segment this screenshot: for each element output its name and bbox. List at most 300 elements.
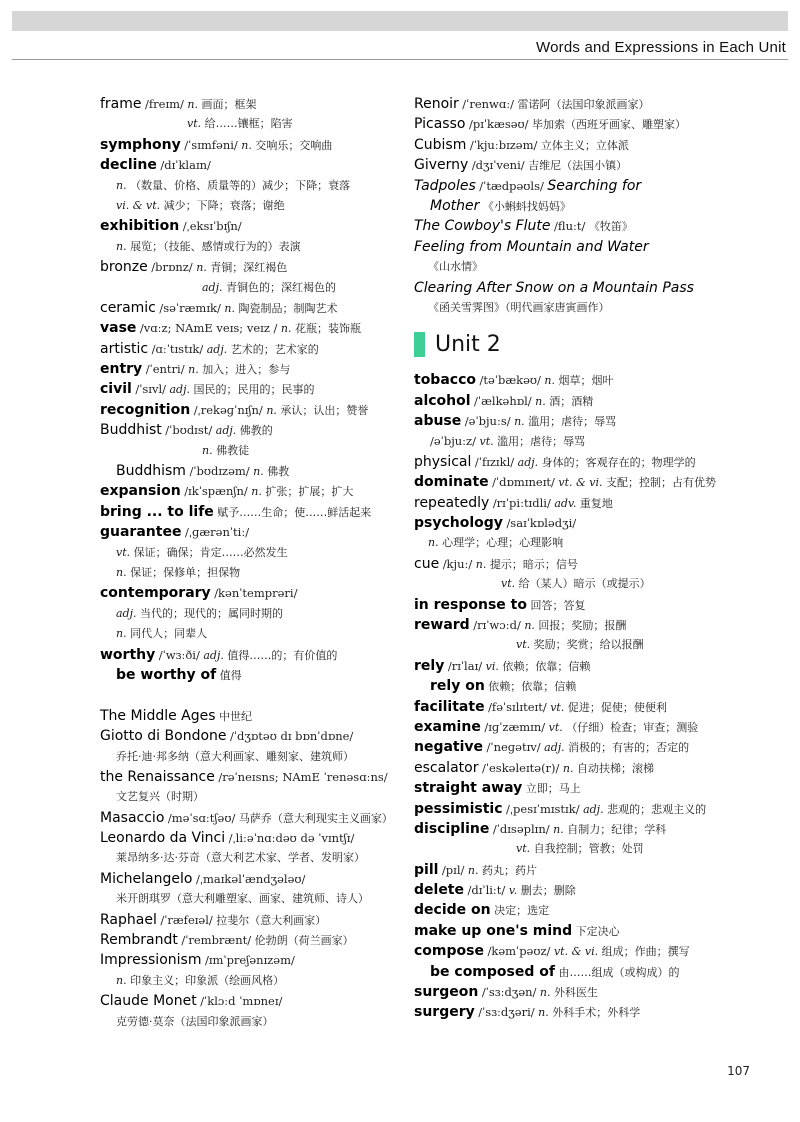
chinese-meaning: 自动扶梯；滚梯	[577, 761, 655, 775]
headword: escalator	[414, 759, 479, 776]
phonetic: /rɪˈpiːtɪdli/	[492, 495, 551, 510]
part-of-speech: adj.	[169, 383, 191, 397]
headword: surgery	[414, 1004, 475, 1021]
vocab-entry	[100, 379, 400, 399]
headword: Buddhist	[100, 422, 162, 439]
chinese-meaning: 米开朗琪罗（意大利雕塑家、画家、建筑师、诗人）	[116, 892, 369, 906]
phonetic: /ˈsɪmfəni/	[184, 137, 238, 152]
phonetic: /kəmˈpəʊz/	[487, 944, 551, 959]
unit-heading-text: Unit 2	[435, 331, 501, 357]
part-of-speech: n.	[538, 1006, 549, 1020]
phonetic: /kjuː/	[442, 556, 473, 571]
part-of-speech: v.	[508, 884, 518, 898]
headword: Raphael	[100, 911, 157, 928]
vocab-entry	[100, 481, 400, 501]
vocab-entry	[414, 962, 744, 982]
headword: negative	[414, 739, 484, 756]
vocab-entry	[414, 391, 744, 411]
headword: pessimistic	[414, 800, 503, 817]
part-of-speech: adj.	[116, 606, 137, 620]
chinese-meaning: 当代的；现代的；属同时期的	[140, 606, 284, 620]
headword: surgeon	[414, 984, 479, 1001]
chinese-meaning: 由……组成（或构成）的	[558, 965, 680, 979]
headword: Mother	[430, 197, 480, 214]
headword: rely on	[430, 678, 485, 695]
chinese-meaning: 回答；答复	[530, 598, 586, 612]
headword: worthy	[100, 646, 156, 663]
part-of-speech: n.	[202, 443, 213, 457]
vocab-entry	[100, 950, 400, 970]
part-of-speech: vt. & vi.	[558, 476, 603, 490]
headword: Buddhism	[116, 463, 186, 480]
vocab-entry	[100, 461, 400, 481]
headword: Clearing After Snow on a Mountain Pass	[414, 279, 694, 296]
headword: reward	[414, 616, 470, 633]
phonetic: /ˈrenwɑː/	[462, 97, 514, 111]
headword: frame	[100, 96, 142, 112]
part-of-speech: n.	[116, 239, 127, 253]
part-of-speech: n.	[251, 485, 262, 499]
entry-sense	[100, 604, 400, 624]
chinese-meaning: 佛教	[267, 465, 290, 479]
vocab-entry	[414, 819, 744, 839]
entry-sense	[414, 574, 744, 594]
headword: symphony	[100, 136, 181, 153]
chinese-meaning: 减少；下降；衰落；谢绝	[163, 198, 285, 212]
headword: Rembrandt	[100, 932, 178, 949]
chinese-meaning: 滥用；虐待；辱骂	[528, 415, 617, 429]
entry-sense	[100, 971, 400, 991]
chinese-meaning: 拉斐尔（意大利画家）	[216, 913, 327, 927]
chinese-meaning: 药丸；药片	[481, 863, 537, 877]
chinese-meaning: 保证；保修单；担保物	[130, 565, 241, 579]
chinese-meaning: 下定决心	[575, 924, 620, 938]
part-of-speech: n.	[475, 557, 487, 571]
part-of-speech: n.	[116, 627, 127, 641]
headword: recognition	[100, 401, 191, 418]
part-of-speech: n.	[553, 822, 564, 836]
vocab-entry	[100, 808, 400, 828]
headword: Giverny	[414, 157, 469, 174]
chinese-meaning: 外科医生	[554, 986, 599, 1000]
headword: bronze	[100, 259, 148, 276]
unit-heading-marker	[414, 332, 425, 357]
chinese-meaning: 给（某人）暗示（或提示）	[518, 577, 651, 591]
headword: make up one's mind	[414, 922, 573, 939]
vocab-entry	[100, 522, 400, 542]
part-of-speech: vi. & vt.	[116, 198, 161, 212]
vocab-entry	[414, 615, 744, 635]
chinese-meaning: 画面；框架	[201, 98, 257, 111]
vocab-entry	[100, 502, 400, 522]
chinese-meaning: 《牧笛》	[588, 220, 633, 234]
phonetic: /ˈkjuːbɪzəm/	[469, 137, 538, 152]
headword: Leonardo da Vinci	[100, 830, 226, 847]
vocab-entry	[100, 216, 400, 236]
chinese-meaning: 吉维尼（法国小镇）	[528, 159, 628, 173]
header-band	[12, 11, 788, 31]
part-of-speech: n.	[280, 322, 292, 336]
spacer	[100, 685, 400, 705]
headword: in response to	[414, 596, 527, 613]
phonetic: /ˈfɪzɪkl/	[474, 454, 515, 469]
phonetic: /ˌpesɪˈmɪstɪk/	[506, 801, 580, 816]
vocab-entry	[100, 645, 400, 665]
headword: The Cowboy's Flute	[414, 218, 551, 235]
headword: pill	[414, 861, 439, 878]
chinese-meaning: 毕加索（西班牙画家、雕塑家）	[532, 118, 687, 132]
headword: Claude Monet	[100, 993, 197, 1010]
running-title: Words and Expressions in Each Unit	[536, 39, 786, 56]
headword: entry	[100, 361, 143, 378]
chinese-meaning: 提示；暗示；信号	[489, 557, 578, 571]
chinese-meaning: 回报；奖励；报酬	[538, 618, 627, 632]
vocab-entry	[100, 400, 400, 420]
phonetic: /ɪmˈpreʃənɪzəm/	[204, 953, 295, 968]
chinese-meaning: 加入；进入；参与	[202, 363, 291, 377]
part-of-speech: vt.	[187, 117, 202, 131]
entry-sense	[414, 839, 744, 859]
phonetic: /dɪˈklaɪn/	[160, 158, 211, 173]
entry-sense	[100, 114, 400, 134]
part-of-speech: vt.	[516, 842, 531, 856]
phonetic: /məˈsɑːtʃəʊ/	[167, 810, 236, 825]
chinese-meaning: 值得	[219, 668, 242, 682]
part-of-speech: n.	[187, 98, 199, 111]
chinese-meaning: 乔托·迪·邦多纳（意大利画家、雕刻家、建筑师）	[116, 749, 354, 763]
vocab-entry	[100, 420, 400, 440]
phonetic: /əˈbjuːs/	[464, 414, 511, 429]
phonetic: /ˈdɪsəplɪn/	[492, 821, 550, 836]
part-of-speech: adj.	[583, 802, 604, 816]
part-of-speech: n.	[224, 301, 235, 315]
part-of-speech: vt.	[516, 638, 531, 652]
phonetic: /ˈræfeɪəl/	[160, 912, 213, 927]
vocab-entry	[414, 921, 744, 941]
part-of-speech: n.	[535, 394, 546, 408]
headword: guarantee	[100, 524, 182, 541]
part-of-speech: adj.	[202, 280, 223, 294]
phonetic: /fəˈsɪlɪteɪt/	[488, 699, 547, 714]
vocab-entry	[414, 941, 744, 961]
vocab-entry	[414, 452, 744, 472]
vocab-entry	[100, 298, 400, 318]
right-column-top-entries	[414, 94, 744, 318]
chinese-meaning: 自我控制；管教；处罚	[533, 842, 644, 856]
headword: Giotto di Bondone	[100, 728, 227, 745]
vocab-entry	[414, 114, 744, 134]
phonetic: /ˈælkəhɒl/	[474, 393, 532, 408]
headword: straight away	[414, 780, 523, 797]
chinese-meaning: 立体主义；立体派	[540, 138, 629, 152]
phonetic: /ˈentri/	[145, 362, 185, 377]
headword: delete	[414, 882, 464, 899]
vocab-entry	[100, 583, 400, 603]
part-of-speech: n.	[116, 178, 127, 192]
phonetic: /ˈeskəleɪtə(r)/	[481, 760, 560, 775]
chinese-meaning: 重复地	[579, 496, 613, 510]
part-of-speech: adj.	[215, 424, 237, 438]
chinese-meaning: 《山水情》	[428, 260, 483, 274]
headword: civil	[100, 381, 132, 398]
chinese-meaning: 删去；删除	[520, 884, 576, 898]
vocab-entry	[414, 155, 744, 175]
headword: alcohol	[414, 392, 471, 409]
chinese-meaning: 保证；确保；肯定……必然发生	[133, 545, 288, 559]
vocab-entry	[414, 737, 744, 757]
headword: dominate	[414, 474, 489, 491]
part-of-speech: n.	[562, 761, 574, 775]
entry-sense	[414, 533, 744, 553]
chinese-meaning: 酒；酒精	[549, 394, 594, 408]
part-of-speech: n.	[241, 138, 252, 152]
headword: vase	[100, 320, 137, 337]
chinese-meaning: 莱昂纳多·达·芬奇（意大利艺术家、学者、发明家）	[116, 851, 365, 865]
chinese-meaning: 艺术的；艺术家的	[230, 342, 319, 356]
entry-sense	[100, 543, 400, 563]
entry-sense	[100, 624, 400, 644]
phonetic: /ɪkˈspænʃn/	[184, 484, 248, 499]
vocab-entry	[100, 135, 400, 155]
vocab-entry	[100, 339, 400, 359]
phonetic: /ˈneɡətɪv/	[486, 740, 541, 755]
vocab-entry	[414, 176, 744, 196]
entry-gloss	[100, 848, 400, 868]
headword: Masaccio	[100, 809, 165, 826]
entry-gloss	[100, 787, 400, 807]
headword: facilitate	[414, 698, 485, 715]
chinese-meaning: 依赖；依靠；信赖	[502, 659, 591, 673]
headword: decline	[100, 157, 157, 174]
part-of-speech: vi.	[485, 659, 499, 673]
part-of-speech: vt.	[548, 720, 563, 734]
chinese-meaning: 外科手术；外科学	[552, 1006, 641, 1020]
headword: bring ... to life	[100, 503, 214, 520]
vocab-entry	[414, 472, 744, 492]
chinese-meaning: 滥用；虐待；辱骂	[497, 435, 586, 449]
headword: Michelangelo	[100, 870, 193, 887]
vocab-entry	[414, 799, 744, 819]
headword: rely	[414, 657, 445, 674]
chinese-meaning: 展览；（技能、感情或行为的）表演	[130, 239, 301, 253]
phonetic: /ˈsɪvl/	[135, 382, 166, 397]
part-of-speech: n.	[116, 565, 127, 579]
part-of-speech: n.	[467, 863, 479, 877]
vocab-entry	[414, 900, 744, 920]
vocab-entry	[414, 278, 744, 298]
vocab-entry	[414, 1002, 744, 1022]
entry-gloss	[414, 257, 744, 277]
phonetic: /ˌmaɪkəlˈændʒələʊ/	[195, 871, 306, 886]
chinese-meaning: 陶瓷制品；制陶艺术	[238, 301, 338, 315]
part-of-speech: n.	[253, 465, 264, 479]
phonetic: /ˌliːəˈnɑːdəʊ də ˈvɪntʃɪ/	[228, 831, 355, 846]
part-of-speech: n.	[266, 403, 277, 417]
headword: be composed of	[430, 963, 555, 980]
part-of-speech: n.	[544, 374, 556, 388]
chinese-meaning: 《函关雪霁图》（明代画家唐寅画作）	[428, 300, 610, 314]
chinese-meaning: 交响乐；交响曲	[255, 138, 333, 152]
chinese-meaning: 青铜色的；深红褐色的	[226, 280, 337, 294]
headword: Feeling from Mountain and Water	[414, 238, 649, 255]
chinese-meaning: 心理学；心理；心理影响	[442, 536, 564, 550]
phonetic: /təˈbækəʊ/	[479, 373, 541, 388]
right-column	[414, 94, 744, 1023]
headword: examine	[414, 718, 481, 735]
vocab-entry	[100, 910, 400, 930]
headword: ceramic	[100, 299, 156, 316]
phonetic: /rɪˈwɔːd/	[473, 617, 521, 632]
headword: Picasso	[414, 116, 466, 133]
chinese-meaning: 烟草；烟叶	[558, 374, 614, 388]
headword: the Renaissance	[100, 768, 215, 785]
part-of-speech: n.	[116, 973, 127, 987]
chinese-meaning: 青铜；深红褐色	[210, 261, 288, 275]
phonetic: /ˈdɒmɪneɪt/	[492, 475, 555, 490]
part-of-speech: vt. & vi.	[553, 945, 599, 959]
phonetic: /dʒɪˈveni/	[471, 158, 525, 173]
phonetic: /kənˈtemprəri/	[214, 586, 298, 601]
chinese-meaning: 佛教的	[239, 424, 273, 438]
headword: tobacco	[414, 372, 476, 389]
phonetic: /ɑːˈtɪstɪk/	[151, 341, 204, 356]
chinese-meaning: 组成；作曲；撰写	[601, 945, 690, 959]
chinese-meaning: 立即；马上	[525, 782, 581, 796]
entry-sense	[100, 237, 400, 257]
entry-sense	[414, 431, 744, 451]
chinese-meaning: 克劳德·莫奈（法国印象派画家）	[116, 1014, 274, 1028]
headword: physical	[414, 453, 472, 470]
part-of-speech: vt.	[479, 435, 494, 449]
chinese-meaning: 伦勃朗（荷兰画家）	[254, 934, 354, 948]
vocab-entry	[100, 94, 400, 114]
headword: artistic	[100, 340, 149, 357]
vocab-entry	[414, 656, 744, 676]
part-of-speech: vt.	[501, 577, 516, 591]
phonetic: /ˈdʒɒtəʊ dɪ bɒnˈdɒne/	[230, 729, 354, 744]
phonetic: /əˈbjuːz/	[430, 434, 476, 449]
chinese-meaning: 值得……的；有价值的	[227, 648, 338, 662]
vocab-entry	[100, 318, 400, 338]
chinese-meaning: （数量、价格、质量等的）减少；下降；衰落	[130, 178, 351, 192]
headword: Tadpoles	[414, 177, 476, 194]
vocab-entry	[100, 155, 400, 175]
headword: expansion	[100, 483, 181, 500]
chinese-meaning: 自制力；纪律；学科	[567, 822, 667, 836]
chinese-meaning: 支配；控制；占有优势	[606, 476, 717, 490]
chinese-meaning: 消极的；有害的；否定的	[568, 741, 690, 755]
chinese-meaning: 雷诺阿（法国印象派画家）	[517, 98, 650, 111]
phonetic: /rɪˈlaɪ/	[447, 658, 483, 673]
headword: abuse	[414, 413, 462, 430]
part-of-speech: adj.	[517, 455, 539, 469]
vocab-entry	[100, 828, 400, 848]
vocab-entry	[100, 257, 400, 277]
entry-gloss	[100, 889, 400, 909]
vocab-entry	[100, 767, 400, 787]
chinese-meaning: 赋予……生命；使……鲜活起来	[217, 505, 372, 519]
phonetic: /vɑːz; NAmE veɪs; veɪz /	[139, 321, 278, 336]
phonetic: /freɪm/	[145, 97, 184, 111]
headword: The Middle Ages	[100, 707, 216, 724]
entry-gloss	[414, 298, 744, 318]
headword: compose	[414, 943, 484, 960]
headword: contemporary	[100, 585, 211, 602]
headword: cue	[414, 555, 440, 572]
chinese-meaning: 扩张；扩展；扩大	[265, 485, 354, 499]
phonetic: /ˈsɜːdʒəri/	[478, 1005, 535, 1020]
headword: be worthy of	[116, 666, 217, 683]
phonetic: /ˈtædpəʊls/	[479, 178, 544, 193]
phonetic: /səˈræmɪk/	[159, 300, 221, 315]
entry-gloss	[100, 747, 400, 767]
right-column-bottom-entries	[414, 370, 744, 1023]
part-of-speech: n.	[428, 536, 439, 550]
headword: psychology	[414, 515, 503, 532]
phonetic: /ˈwɜːði/	[158, 647, 200, 662]
vocab-entry	[100, 930, 400, 950]
part-of-speech: n.	[196, 261, 207, 275]
vocab-entry	[414, 860, 744, 880]
headword: Cubism	[414, 136, 467, 153]
vocab-entry	[100, 726, 400, 746]
vocab-entry	[414, 880, 744, 900]
part-of-speech: n.	[524, 618, 535, 632]
headword: Impressionism	[100, 952, 202, 969]
chinese-meaning: 奖励；奖赏；给以报酬	[533, 638, 644, 652]
entry-sense	[100, 196, 400, 216]
vocab-entry	[414, 411, 744, 431]
chinese-meaning: 《小蝌蚪找妈妈》	[482, 199, 571, 213]
chinese-meaning: 花瓶；装饰瓶	[295, 322, 362, 336]
headword: Renoir	[414, 96, 459, 112]
chinese-meaning: 身体的；客观存在的；物理学的	[541, 455, 696, 469]
vocab-entry	[414, 196, 744, 216]
phonetic: /brɒnz/	[151, 260, 193, 275]
vocab-entry	[100, 869, 400, 889]
vocab-entry	[100, 359, 400, 379]
entry-sense	[100, 176, 400, 196]
entry-sense	[100, 441, 400, 461]
entry-sense	[100, 278, 400, 298]
chinese-meaning: 承认；认出；赞誉	[280, 403, 369, 417]
vocab-entry	[414, 595, 744, 615]
chinese-meaning: 佛教徒	[216, 443, 250, 457]
phonetic: /ɪɡˈzæmɪn/	[484, 719, 546, 734]
part-of-speech: adj.	[544, 741, 565, 755]
phonetic: /saɪˈkɒlədʒi/	[506, 516, 577, 531]
unit-heading	[414, 324, 744, 364]
vocab-entry	[414, 758, 744, 778]
part-of-speech: vt.	[550, 700, 565, 714]
part-of-speech: adj.	[203, 648, 224, 662]
phonetic: /ˈsɜːdʒən/	[481, 985, 537, 1000]
vocab-entry	[414, 513, 744, 533]
phonetic: /rəˈneɪsns; NAmE ˈrenəsɑːns/	[218, 769, 388, 784]
phonetic: /ˌɡærənˈtiː/	[184, 525, 250, 540]
vocab-entry	[414, 493, 744, 513]
phonetic: /ˈbʊdɪst/	[165, 423, 213, 438]
chinese-meaning: 文艺复兴（时期）	[116, 790, 204, 804]
part-of-speech: n.	[514, 415, 525, 429]
page-number: 107	[727, 1064, 750, 1078]
chinese-meaning: 印象主义；印象派（绘画风格）	[130, 973, 285, 987]
part-of-speech: adj.	[206, 342, 228, 356]
entry-gloss	[100, 1012, 400, 1032]
left-column	[100, 94, 400, 1032]
part-of-speech: n.	[539, 986, 551, 1000]
vocab-entry	[414, 94, 744, 114]
